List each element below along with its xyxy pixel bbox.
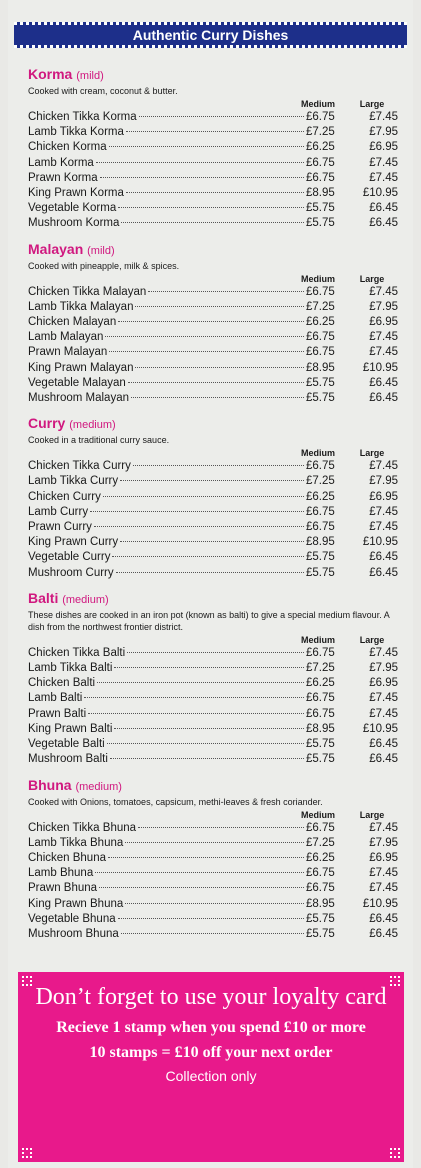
medium-price: £5.75 [306,753,335,766]
dot-leader [125,903,304,904]
medium-price: £6.25 [306,490,335,503]
banner-title: Authentic Curry Dishes [132,27,289,43]
menu-item [28,201,398,216]
section-description: Cooked with cream, coconut & butter. [28,86,178,96]
dot-leader [109,351,304,352]
large-price: £6.45 [369,753,398,766]
menu-item [28,315,398,330]
large-price: £6.95 [369,677,398,690]
dot-leader [120,541,304,542]
dish-name: Vegetable Malayan [28,376,126,389]
large-price: £7.95 [369,300,398,313]
large-price: £6.45 [369,392,398,405]
menu-item [28,881,398,896]
dish-name: Lamb Korma [28,156,94,169]
dot-leader [126,131,304,132]
medium-price: £6.75 [306,692,335,705]
large-price: £7.95 [369,662,398,675]
column-headers [28,99,398,110]
medium-price: £7.25 [306,836,335,849]
dot-leader [90,511,304,512]
promo-line-stamp: Recieve 1 stamp when you spend £10 or more [56,1019,366,1036]
large-price: £7.45 [369,460,398,473]
dish-name: King Prawn Bhuna [28,897,124,910]
dish-name: Mushroom Curry [28,566,114,579]
dish-name: Lamb Curry [28,505,89,518]
dot-leader [84,697,304,698]
promo-headline: Don’t forget to use your loyalty card [35,984,387,1010]
menu-item [28,661,398,676]
large-price: £6.45 [369,566,398,579]
menu-item [28,520,398,535]
dot-leader [118,321,304,322]
large-price: £6.45 [369,551,398,564]
menu-item [28,851,398,866]
large-price: £7.45 [369,646,398,659]
menu-item [28,391,398,406]
medium-price: £8.95 [306,187,335,200]
menu-item [28,110,398,125]
dish-name: Vegetable Korma [28,202,117,215]
large-price: £6.45 [369,217,398,230]
dish-name: Vegetable Curry [28,551,111,564]
medium-price: £5.75 [306,376,335,389]
menu-item [28,140,398,155]
dot-leader [121,933,304,934]
large-price: £7.45 [369,821,398,834]
dish-name: Prawn Balti [28,707,87,720]
promo-line-collection: Collection only [165,1068,257,1084]
section-name: Bhuna [28,776,72,793]
dish-name: Mushroom Korma [28,217,120,230]
dish-name: Vegetable Balti [28,738,105,751]
menu-item [28,866,398,881]
dot-leader [99,887,304,888]
spice-level: (mild) [76,70,104,82]
dot-leader [109,146,304,147]
dish-name: Lamb Tikka Balti [28,662,113,675]
spice-level: (medium) [62,593,109,606]
section-description: Cooked with Onions, tomatoes, capsicum, methi-leaves & fresh coriander. [28,796,323,807]
menu-item [28,646,398,661]
dish-name: King Prawn Balti [28,722,113,735]
dish-name: Mushroom Balti [28,753,108,766]
dish-name: Chicken Korma [28,141,107,154]
large-price: £7.95 [369,475,398,488]
section-name: Korma [28,66,73,82]
column-headers [28,810,398,821]
column-headers [28,635,398,646]
menu-page [8,0,413,1168]
dish-name: Mushroom Bhuna [28,927,119,940]
large-header: Large [359,273,385,284]
medium-price: £5.75 [306,738,335,751]
medium-price: £6.75 [306,521,335,534]
menu-item [28,505,398,520]
section-title [28,241,398,260]
dot-leader [126,192,304,193]
menu-item [28,836,398,851]
dish-name: Chicken Tikka Balti [28,646,126,659]
dot-leader [97,682,304,683]
dot-leader [110,758,304,759]
large-price: £7.45 [369,505,398,518]
medium-price: £6.25 [306,851,335,864]
menu-item [28,216,398,231]
menu-item [28,927,398,942]
menu-item [28,459,398,474]
menu-item [28,490,398,505]
spice-level: (mild) [87,244,115,257]
dot-leader [135,306,304,307]
dish-name: Mushroom Malayan [28,392,129,405]
medium-price: £6.75 [306,111,335,123]
large-price: £10.95 [362,722,398,735]
large-header: Large [359,634,385,645]
large-price: £6.45 [369,738,398,751]
menu-section [28,66,398,232]
menu-item [28,474,398,489]
large-price: £7.45 [369,521,398,534]
menu-item [28,691,398,706]
dot-leader [148,291,304,292]
large-price: £6.95 [369,316,398,329]
medium-price: £6.25 [306,141,335,154]
menu-item [28,912,398,927]
medium-price: £8.95 [306,536,335,549]
dot-leader [127,652,304,653]
medium-price: £8.95 [306,897,335,910]
menu-item [28,361,398,376]
dish-name: Prawn Bhuna [28,882,98,895]
medium-price: £7.25 [306,126,335,139]
section-name: Curry [28,415,66,432]
large-price: £7.95 [369,836,398,849]
menu-sections [28,66,398,951]
dish-name: Chicken Tikka Korma [28,111,137,123]
menu-section [28,590,398,768]
dish-name: Chicken Tikka Curry [28,460,131,473]
section-description: Cooked in a traditional curry sauce. [28,435,170,446]
menu-item [28,722,398,737]
section-banner [14,22,407,48]
dish-name: Vegetable Bhuna [28,912,116,925]
dot-leader [120,480,304,481]
dot-leader [133,465,304,466]
medium-header: Medium [300,99,335,109]
medium-price: £6.75 [306,707,335,720]
menu-item [28,125,398,140]
dot-leader [114,667,304,668]
medium-price: £6.75 [306,331,335,344]
dot-leader [121,222,304,223]
menu-section [28,241,398,407]
menu-item [28,345,398,360]
dish-name: Chicken Malayan [28,316,117,329]
dish-name: Prawn Korma [28,171,98,184]
menu-item [28,330,398,345]
medium-price: £6.25 [306,677,335,690]
menu-item [28,376,398,391]
large-price: £10.95 [362,187,398,200]
section-name: Malayan [28,240,84,257]
large-price: £7.45 [369,346,398,359]
dot-leader [139,116,304,117]
dot-leader [131,397,304,398]
medium-price: £6.75 [306,346,335,359]
dot-leader [96,162,304,163]
medium-price: £8.95 [306,361,335,374]
dish-name: Lamb Malayan [28,331,104,344]
dot-leader [116,572,304,573]
medium-price: £6.75 [306,821,335,834]
dish-name: Chicken Balti [28,677,96,690]
large-price: £6.95 [369,490,398,503]
large-price: £7.45 [369,692,398,705]
dot-leader [118,207,304,208]
spice-level: (medium) [75,780,122,793]
medium-price: £5.75 [306,566,335,579]
medium-price: £8.95 [306,722,335,735]
large-price: £7.45 [369,111,398,123]
large-price: £6.45 [369,927,398,940]
dot-leader [94,526,304,527]
large-price: £6.45 [369,202,398,215]
dish-name: Chicken Curry [28,490,101,503]
large-price: £7.45 [369,171,398,184]
large-price: £6.45 [369,912,398,925]
menu-item [28,285,398,300]
large-price: £6.45 [369,376,398,389]
section-title [28,590,398,609]
dot-leader [95,872,304,873]
dot-leader [112,556,304,557]
dot-leader [103,496,304,497]
promo-line-reward: 10 stamps = £10 off your next order [89,1044,333,1061]
dish-name: Prawn Malayan [28,346,108,359]
dish-name: Lamb Tikka Korma [28,126,124,139]
dot-leader [135,367,304,368]
medium-header: Medium [300,448,335,459]
large-price: £7.45 [369,867,398,880]
menu-section [28,777,398,943]
medium-price: £6.25 [306,316,335,329]
menu-item [28,156,398,171]
medium-price: £5.75 [306,912,335,925]
section-description: These dishes are cooked in an iron pot (known as balti) to give a special medium flavour. A dish from the northwest frontier district. [28,609,390,632]
section-name: Balti [28,589,59,606]
medium-header: Medium [300,273,335,284]
medium-price: £6.75 [306,646,335,659]
medium-price: £7.25 [306,300,335,313]
large-price: £10.95 [362,361,398,374]
dot-leader [105,336,304,337]
large-header: Large [359,448,385,459]
large-price: £10.95 [362,536,398,549]
medium-price: £7.25 [306,475,335,488]
corner-ornament [22,1148,32,1158]
menu-item [28,821,398,836]
menu-item [28,300,398,315]
medium-header: Medium [300,809,335,820]
menu-item [28,186,398,201]
dish-name: Lamb Tikka Curry [28,475,119,488]
medium-price: £6.75 [306,171,335,184]
medium-price: £5.75 [306,551,335,564]
dish-name: Chicken Bhuna [28,851,106,864]
dot-leader [114,728,304,729]
large-header: Large [359,809,385,820]
dish-name: King Prawn Korma [28,187,124,200]
large-price: £7.45 [369,285,398,298]
dot-leader [138,827,304,828]
dot-leader [128,382,304,383]
dish-name: Lamb Tikka Malayan [28,300,134,313]
menu-section [28,415,398,581]
dish-name: Lamb Bhuna [28,867,94,880]
dot-leader [100,177,304,178]
dish-name: Lamb Balti [28,692,83,705]
menu-item [28,752,398,767]
large-price: £7.45 [369,707,398,720]
menu-item [28,171,398,186]
medium-price: £5.75 [306,927,335,940]
large-price: £6.95 [369,851,398,864]
menu-item [28,550,398,565]
dish-name: King Prawn Malayan [28,361,134,374]
dot-leader [108,857,304,858]
large-header: Large [359,99,385,109]
corner-ornament [390,976,400,986]
dish-name: King Prawn Curry [28,536,119,549]
menu-item [28,535,398,550]
medium-price: £5.75 [306,217,335,230]
medium-price: £5.75 [306,202,335,215]
large-price: £10.95 [362,897,398,910]
large-price: £7.45 [369,331,398,344]
spice-level: (medium) [69,419,116,432]
medium-price: £6.75 [306,882,335,895]
dish-name: Prawn Curry [28,521,92,534]
dot-leader [118,918,304,919]
loyalty-promo [18,972,404,1162]
section-description: Cooked with pineapple, milk & spices. [28,260,180,271]
column-headers [28,274,398,285]
column-headers [28,448,398,459]
large-price: £7.45 [369,156,398,169]
dot-leader [88,713,304,714]
menu-item [28,566,398,581]
section-title [28,777,398,796]
large-price: £6.95 [369,141,398,154]
menu-item [28,737,398,752]
medium-price: £5.75 [306,392,335,405]
dish-name: Chicken Tikka Bhuna [28,821,137,834]
dish-name: Lamb Tikka Bhuna [28,836,124,849]
dot-leader [107,743,304,744]
menu-item [28,676,398,691]
dish-name: Chicken Tikka Malayan [28,285,147,298]
section-title [28,415,398,434]
menu-item [28,897,398,912]
large-price: £7.45 [369,882,398,895]
medium-price: £6.75 [306,867,335,880]
medium-price: £6.75 [306,460,335,473]
medium-price: £6.75 [306,505,335,518]
menu-item [28,707,398,722]
large-price: £7.95 [369,126,398,139]
medium-header: Medium [300,634,335,645]
medium-price: £7.25 [306,662,335,675]
medium-price: £6.75 [306,156,335,169]
medium-price: £6.75 [306,285,335,298]
corner-ornament [22,976,32,986]
dot-leader [125,842,304,843]
corner-ornament [390,1148,400,1158]
section-title [28,66,398,85]
